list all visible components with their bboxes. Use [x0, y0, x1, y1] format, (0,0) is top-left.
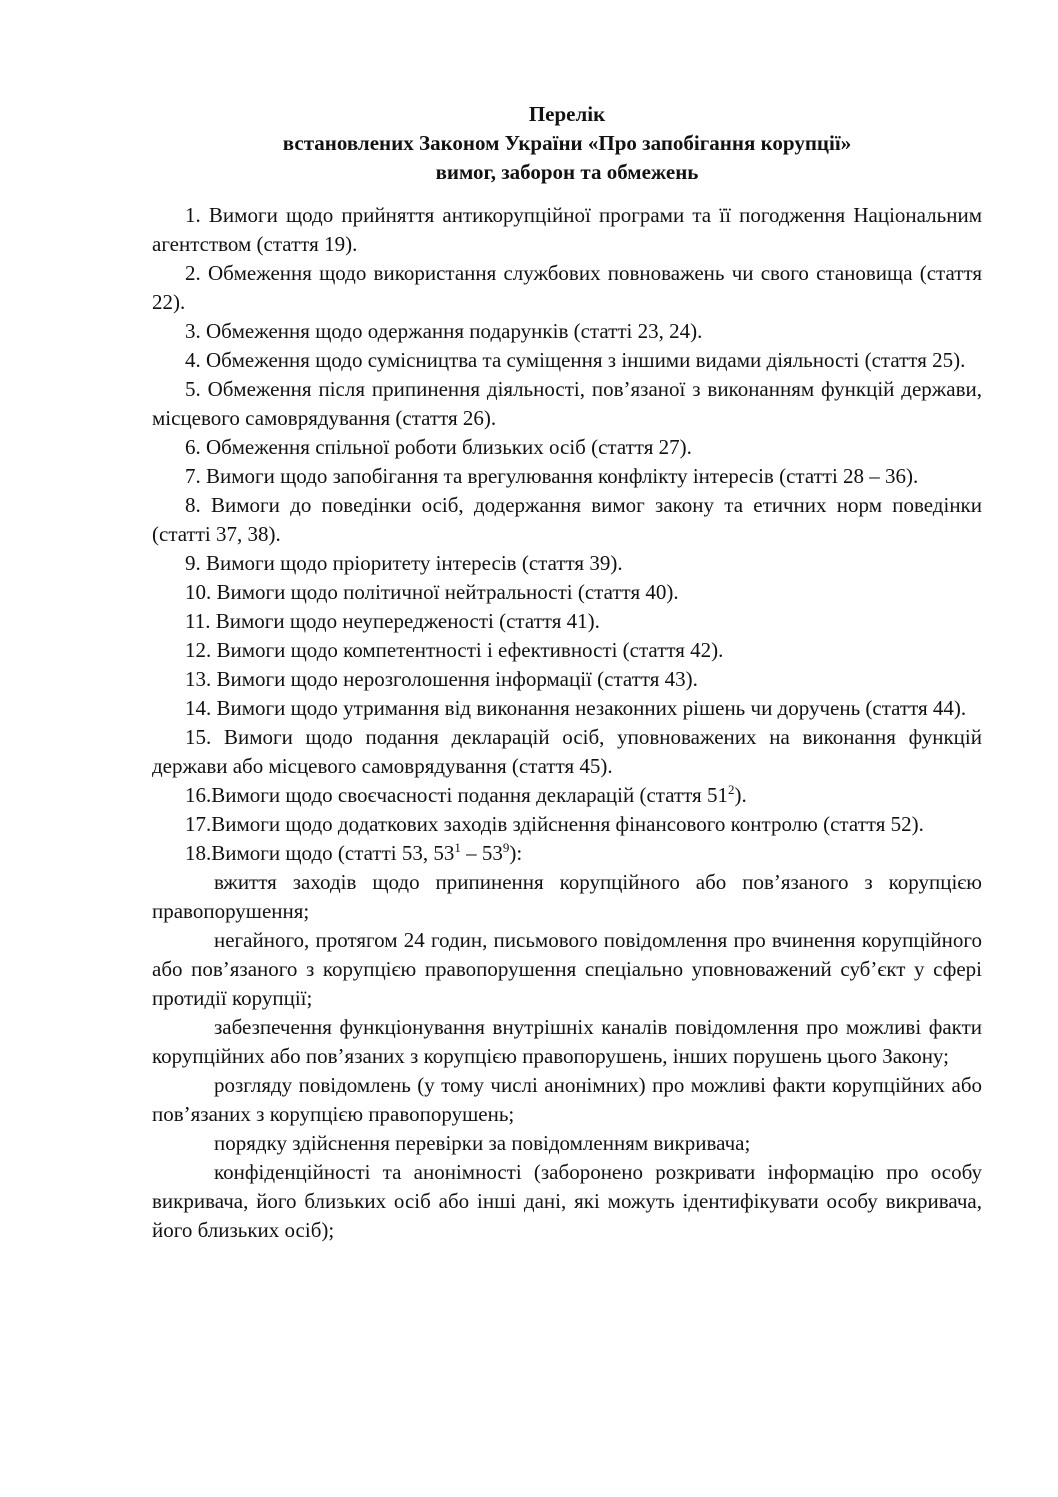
item-number: 4. [185, 348, 201, 372]
item-number: 9. [185, 551, 201, 575]
superscript: 2 [727, 782, 735, 797]
list-item [152, 636, 982, 665]
item-number: 11. [185, 609, 211, 633]
item-text: Обмеження спільної роботи близьких осіб (стаття 27). [206, 435, 692, 459]
title-line-3: вимог, заборон та обмежень [435, 160, 699, 184]
list-item [152, 433, 982, 462]
item-number: 2. [185, 261, 201, 285]
sub-list-item: вжиття заходів щодо припинення корупційного або пов’язаного з корупцією правопорушення; [152, 870, 982, 923]
list-item [152, 375, 982, 433]
item-text: Вимоги щодо своєчасності подання декларацій (стаття 51 [211, 783, 728, 807]
item-text: Вимоги щодо пріоритету інтересів (стаття 39). [206, 551, 623, 575]
item-number: 10. [185, 580, 212, 604]
item-text: Обмеження щодо використання службових повноважень чи свого становища (стаття 22). [152, 261, 983, 314]
document-title [152, 100, 982, 187]
item-text: Обмеження щодо сумісництва та суміщення з іншими видами діяльності (стаття 25). [206, 348, 966, 372]
superscript: 1 [454, 840, 461, 855]
list-item [152, 578, 982, 607]
item-text: Вимоги щодо утримання від виконання незаконних рішень чи доручень (стаття 44). [216, 696, 967, 720]
item-text: Вимоги щодо подання декларацій осіб, уповноважених на виконання функцій держави або місцевого самоврядування (стаття 45). [152, 725, 982, 778]
item-number: 14. [185, 696, 212, 720]
item-number: 16. [185, 783, 212, 807]
list-item [152, 607, 982, 636]
item-text: Вимоги щодо компетентності і ефективності (стаття 42). [216, 638, 724, 662]
item-text-end: ): [509, 841, 523, 865]
item-number: 6. [185, 435, 201, 459]
list-item [152, 462, 982, 491]
item-number: 1. [185, 203, 201, 227]
item-number: 7. [185, 464, 201, 488]
list-item [152, 317, 982, 346]
sub-list-item: порядку здійснення перевірки за повідомленням викривача; [214, 1131, 751, 1155]
item-text: Обмеження щодо одержання подарунків (статті 23, 24). [206, 319, 703, 343]
item-number: 8. [185, 493, 201, 517]
item-number: 5. [185, 377, 201, 401]
list-item [152, 810, 982, 839]
sub-list-item: негайного, протягом 24 годин, письмового повідомлення про вчинення корупційного або пов’язаного з корупцією правопорушення спеціально уповноважений суб’єкт у сфері протидії корупції; [152, 928, 982, 1010]
item-number: 13. [185, 667, 212, 691]
item-text: Вимоги щодо (статті 53, 53 [211, 841, 455, 865]
sub-list-item: забезпечення функціонування внутрішніх каналів повідомлення про можливі факти корупційних або пов’язаних з корупцією правопорушень, інших порушень цього Закону; [152, 1015, 982, 1068]
item-text: Вимоги щодо політичної нейтральності (стаття 40). [216, 580, 679, 604]
title-line-1: Перелік [528, 102, 606, 126]
item-text: Вимоги щодо додаткових заходів здійснення фінансового контролю (стаття 52). [211, 812, 924, 836]
requirements-list [152, 201, 982, 781]
list-item [152, 346, 982, 375]
list-item [152, 549, 982, 578]
list-item [152, 201, 982, 259]
item-number: 12. [185, 638, 212, 662]
list-item [152, 781, 982, 810]
item-text: Вимоги щодо запобігання та врегулювання конфлікту інтересів (статті 28 – 36). [206, 464, 919, 488]
list-item [152, 259, 982, 317]
document-page [152, 100, 982, 1245]
item-text: Вимоги до поведінки осіб, додержання вимог закону та етичних норм поведінки (статті 37, 38). [152, 493, 982, 546]
list-item [152, 694, 982, 723]
list-item [152, 839, 982, 868]
item-text: Вимоги щодо прийняття антикорупційної програми та її погодження Національним агентством (стаття 19). [152, 203, 982, 256]
sub-list-item: конфіденційності та анонімності (заборонено розкривати інформацію про особу викривача, його близьких осіб або інші дані, які можуть ідентифікувати особу викривача, його близьких осіб); [152, 1160, 982, 1242]
item-text: Обмеження після припинення діяльності, пов’язаної з виконанням функцій держави, місцевого самоврядування (стаття 26). [152, 377, 983, 430]
item-number: 15. [185, 725, 212, 749]
list-item [152, 723, 982, 781]
item-number: 17. [185, 812, 212, 836]
item-text-end: ). [734, 783, 747, 807]
list-item [152, 491, 982, 549]
sub-list-item: розгляду повідомлень (у тому числі анонімних) про можливі факти корупційних або пов’язаних з корупцією правопорушень; [152, 1073, 982, 1126]
item-text: Вимоги щодо неупередженості (стаття 41). [215, 609, 600, 633]
item-text: – 53 [460, 841, 503, 865]
item-text: Вимоги щодо нерозголошення інформації (стаття 43). [216, 667, 698, 691]
superscript: 9 [502, 840, 510, 855]
sub-requirements-list [152, 868, 982, 1245]
item-number: 3. [185, 319, 201, 343]
item-number: 18. [185, 841, 212, 865]
title-line-2: встановлених Законом України «Про запобігання корупції» [282, 131, 852, 155]
list-item [152, 665, 982, 694]
